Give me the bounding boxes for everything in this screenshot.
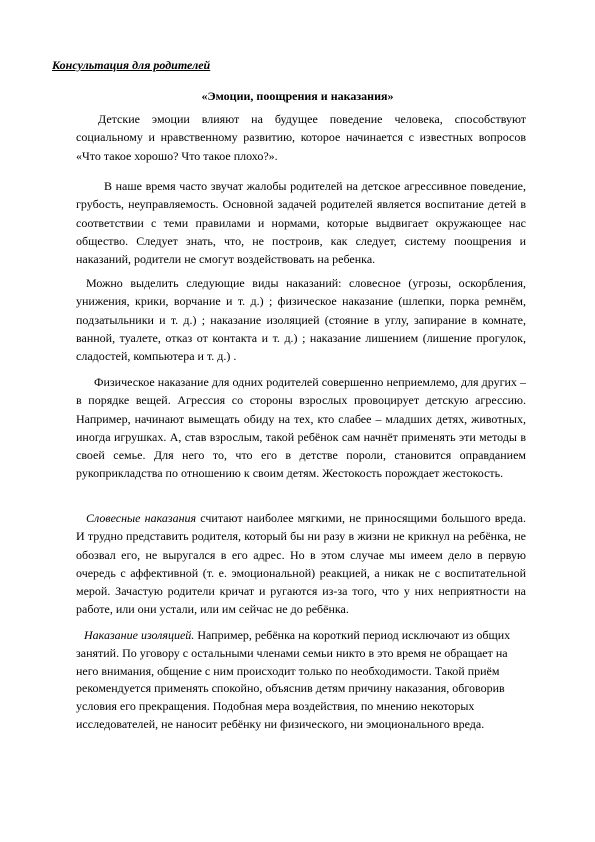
paragraph-verbal-punishment [76, 509, 526, 619]
paragraph-text: Можно выделить следующие виды наказаний: словесное (угрозы, оскорбления, унижения, крики, ворчание и т. д.) ; физическое наказание (шлепки, порка ремнём, подзатыльники и т. д.) ; наказание изоляцией (стояние в углу, запирание в комнате, ванной, туалете, отказ от контакта и т. д.) ; наказание лишением (лишение прогулок, сладостей, компьютера и т. д.) . [76, 276, 526, 364]
paragraph-complaints [76, 177, 526, 268]
paragraph-text: Например, ребёнка на короткий период исключают из общих занятий. По уговору с остальными членами семьи никто в это время не обращает на него внимания, общение с ним происходит только по необходимости. Такой приём рекомендуется применять спокойно, объяснив детям причину наказания, обговорив условия его прекращения. Подобная мера воздействия, по мнению некоторых исследователей, не наносит ребёнку ни физического, ни эмоционального вреда. [76, 628, 511, 731]
paragraph-text: Детские эмоции влияют на будущее поведение человека, способствуют социальному и нравственному развитию, которое начинается с известных вопросов «Что такое хорошо? Что такое плохо?». [76, 112, 526, 163]
document-title: «Эмоции, поощрения и наказания» [201, 89, 394, 103]
paragraph-lead: Наказание изоляцией. [84, 628, 195, 642]
paragraph-physical-punishment [76, 373, 526, 483]
paragraph-text: считают наиболее мягкими, не приносящими большого вреда. И трудно представить родителя, который бы ни разу в жизни не крикнул на ребёнка, не обозвал его, не выругался в его адрес. Но в этом случае мы имеем дело в первую очередь с аффективной (т. е. эмоциональной) реакцией, а никак не с воспитательной мерой. Зачастую родители кричат и ругаются из-за того, что у них неприятности на работе, или они устали, или им сейчас не до ребёнка. [76, 511, 526, 617]
paragraph-intro [76, 110, 526, 165]
paragraph-text: Физическое наказание для одних родителей совершенно неприемлемо, для других – в порядке вещей. Агрессия со стороны взрослых провоцирует детскую агрессию. Например, начинают вымещать обиду на тех, кто слабее – младших детях, животных, иногда игрушках. А, став взрослым, такой ребёнок сам начнёт применять эти методы в своей семье. Для него то, что его в детстве пороли, становится оправданием рукоприкладства по отношению к своим детям. Жестокость порождает жестокость. [76, 375, 526, 481]
paragraph-punishment-types [76, 274, 526, 365]
paragraph-isolation-punishment [76, 627, 526, 734]
document-heading: Консультация для родителей [52, 58, 211, 72]
paragraph-lead: Словесные наказания [86, 511, 197, 525]
paragraph-text: В наше время часто звучат жалобы родителей на детское агрессивное поведение, грубость, неуправляемость. Основной задачей родителей является воспитание детей в соответствии с теми правилами и нормами, которые выдвигает окружающее нас общество. Следует знать, что, не построив, как следует, систему поощрения и наказаний, родители не смогут воздействовать на ребенка. [76, 179, 526, 267]
